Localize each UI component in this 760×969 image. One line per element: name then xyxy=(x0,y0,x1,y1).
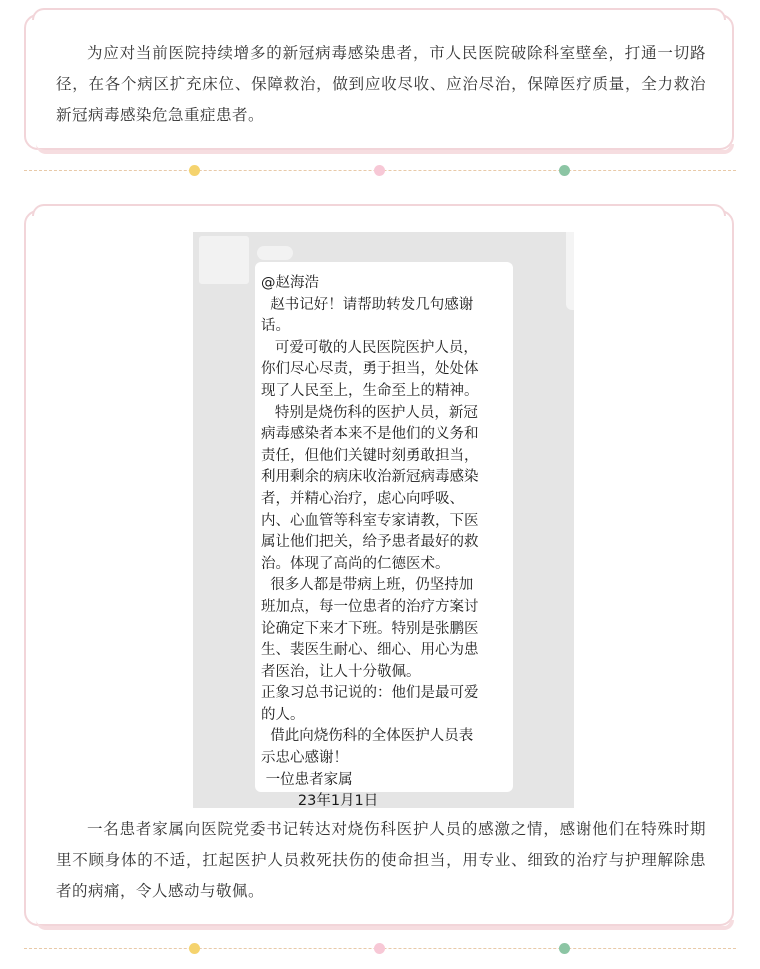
message-line: 利用剩余的病床收治新冠病毒感染 xyxy=(261,469,479,486)
message-line: 你们尽心尽责，勇于担当，处处体 xyxy=(261,361,479,378)
message-line: @赵海浩 xyxy=(261,275,319,291)
message-line: 23年1月1日 xyxy=(261,793,379,808)
message-line: 属让他们把关，给予患者最好的救 xyxy=(261,534,479,551)
message-line: 治。体现了高尚的仁德医术。 xyxy=(261,555,450,572)
message-line: 生、裴医生耐心、细心、用心为患 xyxy=(261,642,479,659)
message-line: 责任，但他们关键时刻勇敢担当， xyxy=(261,447,479,464)
message-card xyxy=(24,210,734,926)
yellow-dot-icon xyxy=(189,165,200,176)
message-line: 现了人民至上，生命至上的精神。 xyxy=(261,382,479,399)
green-dot-icon xyxy=(559,165,570,176)
message-line: 论确定下来才下班。特别是张鹏医 xyxy=(261,620,479,637)
message-line: 话。 xyxy=(261,318,290,335)
green-dot-icon xyxy=(559,943,570,954)
message-line: 可爱可敬的人民医院医护人员， xyxy=(261,339,478,356)
message-line: 赵书记好！请帮助转发几句感谢 xyxy=(261,296,474,313)
message-line: 者，并精心治疗，虑心向呼吸、 xyxy=(261,490,464,507)
message-line: 借此向烧伤科的全体医护人员表 xyxy=(261,728,474,745)
message-line: 示忠心感谢！ xyxy=(261,750,348,767)
intro-card xyxy=(24,14,734,150)
section-divider-top xyxy=(24,164,736,178)
message-line: 特别是烧伤科的医护人员，新冠 xyxy=(261,404,478,421)
screenshot-edge xyxy=(566,232,574,310)
pink-dot-icon xyxy=(374,943,385,954)
message-line: 一位患者家属 xyxy=(261,771,353,788)
message-line: 正象习总书记说的：他们是最可爱 xyxy=(261,685,479,702)
message-line: 者医治，让人十分敬佩。 xyxy=(261,663,421,680)
chat-screenshot xyxy=(193,232,574,808)
message-line: 班加点，每一位患者的治疗方案讨 xyxy=(261,598,479,615)
message-line: 的人。 xyxy=(261,706,305,723)
caption-paragraph: 一名患者家属向医院党委书记转达对烧伤科医护人员的感激之情，感谢他们在特殊时期里不顾身体的不适，扛起医护人员救死扶伤的使命担当，用专业、细致的治疗与护理解除患者的病痛，令人感动与敬佩。 xyxy=(56,820,706,900)
yellow-dot-icon xyxy=(189,943,200,954)
message-line: 内、心血管等科室专家请教，下医 xyxy=(261,512,479,529)
pink-dot-icon xyxy=(374,165,385,176)
blurred-name xyxy=(257,246,293,260)
blurred-avatar xyxy=(199,236,249,284)
intro-paragraph: 为应对当前医院持续增多的新冠病毒感染患者，市人民医院破除科室壁垒，打通一切路径，在各个病区扩充床位、保障救治，做到应收尽收、应治尽治，保障医疗质量，全力救治新冠病毒感染危急重症患者。 xyxy=(56,44,706,124)
message-line: 病毒感染者本来不是他们的义务和 xyxy=(261,426,479,443)
message-line: 很多人都是带病上班，仍坚持加 xyxy=(261,577,474,594)
message-text xyxy=(261,273,511,808)
section-divider-bottom xyxy=(24,942,736,956)
